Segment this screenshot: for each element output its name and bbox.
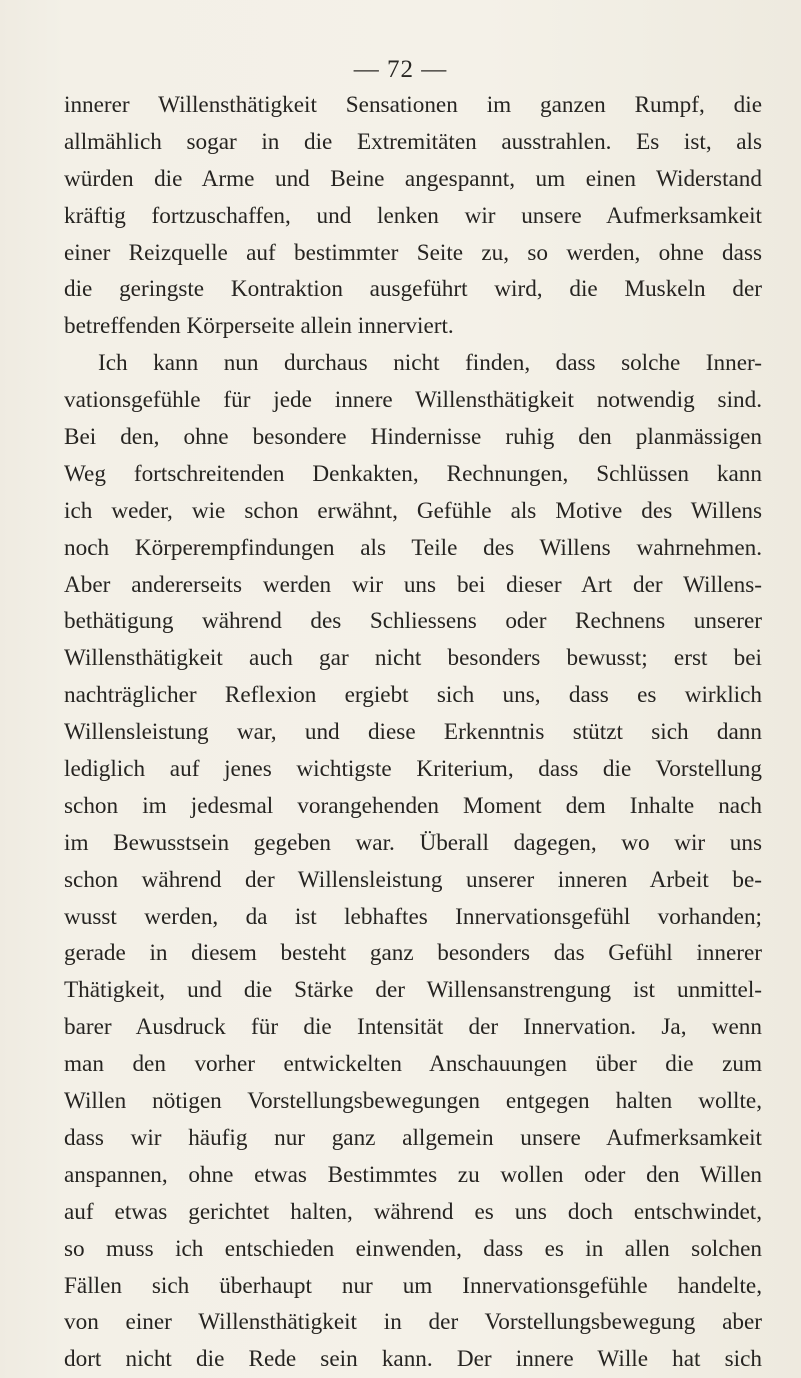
text-line: dass wir häufig nur ganz allgemein unsere Aufmerksamkeit xyxy=(64,1124,762,1151)
text-line: noch Körperempfindungen als Teile des Willens wahrnehmen. xyxy=(64,534,762,561)
text-line: Bei den, ohne besondere Hindernisse ruhig den planmässigen xyxy=(64,424,762,451)
page-number: — 72 — xyxy=(353,56,448,83)
text-line: von einer Willensthätigkeit in der Vorstellungsbewegung aber xyxy=(64,1309,762,1336)
text-line: wusst werden, da ist lebhaftes Innervationsgefühl vorhanden; xyxy=(64,903,762,930)
text-line: Thätigkeit, und die Stärke der Willensanstrengung ist unmittel- xyxy=(64,977,762,1004)
text-line: lediglich auf jenes wichtigste Kriterium, dass die Vorstellung xyxy=(64,756,762,783)
text-line: gerade in diesem besteht ganz besonders das Gefühl innerer xyxy=(64,940,762,967)
text-line: anspannen, ohne etwas Bestimmtes zu wollen oder den Willen xyxy=(64,1161,762,1188)
text-line: ich weder, wie schon erwähnt, Gefühle als Motive des Willens xyxy=(64,497,762,524)
text-line: Weg fortschreitenden Denkakten, Rechnungen, Schlüssen kann xyxy=(64,460,762,487)
paragraph-end-line: betreffenden Körperseite allein innerviert. xyxy=(64,313,454,340)
text-line: Aber andererseits werden wir uns bei dieser Art der Willens- xyxy=(64,571,762,598)
text-line: Willensthätigkeit auch gar nicht besonders bewusst; erst bei xyxy=(64,645,762,672)
text-line: schon während der Willensleistung unserer inneren Arbeit be- xyxy=(64,866,762,893)
text-line: kräftig fortzuschaffen, und lenken wir unsere Aufmerksamkeit xyxy=(64,202,762,229)
text-line: im Bewusstsein gegeben war. Überall dagegen, wo wir uns xyxy=(64,829,762,856)
text-line: auf etwas gerichtet halten, während es uns doch entschwindet, xyxy=(64,1198,762,1225)
text-line: Willen nötigen Vorstellungsbewegungen entgegen halten wollte, xyxy=(64,1088,762,1115)
body-text xyxy=(64,87,762,1378)
text-line: dort nicht die Rede sein kann. Der innere Wille hat sich xyxy=(64,1346,762,1373)
text-line: so muss ich entschieden einwenden, dass es in allen solchen xyxy=(64,1235,762,1262)
text-line: die geringste Kontraktion ausgeführt wird, die Muskeln der xyxy=(64,276,762,303)
text-line: allmählich sogar in die Extremitäten ausstrahlen. Es ist, als xyxy=(64,128,762,155)
paragraph-start-line: Ich kann nun durchaus nicht finden, dass solche Inner- xyxy=(98,350,762,377)
text-line: barer Ausdruck für die Intensität der Innervation. Ja, wenn xyxy=(64,1014,762,1041)
text-line: man den vorher entwickelten Anschauungen über die zum xyxy=(64,1051,762,1078)
text-line: schon im jedesmal vorangehenden Moment dem Inhalte nach xyxy=(64,792,762,819)
text-line: innerer Willensthätigkeit Sensationen im ganzen Rumpf, die xyxy=(64,92,762,118)
text-line: Willensleistung war, und diese Erkenntnis stützt sich dann xyxy=(64,719,762,746)
text-line: einer Reizquelle auf bestimmter Seite zu, so werden, ohne dass xyxy=(64,239,762,266)
text-line: vationsgefühle für jede innere Willensthätigkeit notwendig sind. xyxy=(64,387,762,414)
text-line: nachträglicher Reflexion ergiebt sich uns, dass es wirklich xyxy=(64,682,762,709)
text-line: bethätigung während des Schliessens oder Rechnens unserer xyxy=(64,608,762,635)
text-line: Fällen sich überhaupt nur um Innervationsgefühle handelte, xyxy=(64,1272,762,1299)
text-line: würden die Arme und Beine angespannt, um einen Widerstand xyxy=(64,165,762,192)
